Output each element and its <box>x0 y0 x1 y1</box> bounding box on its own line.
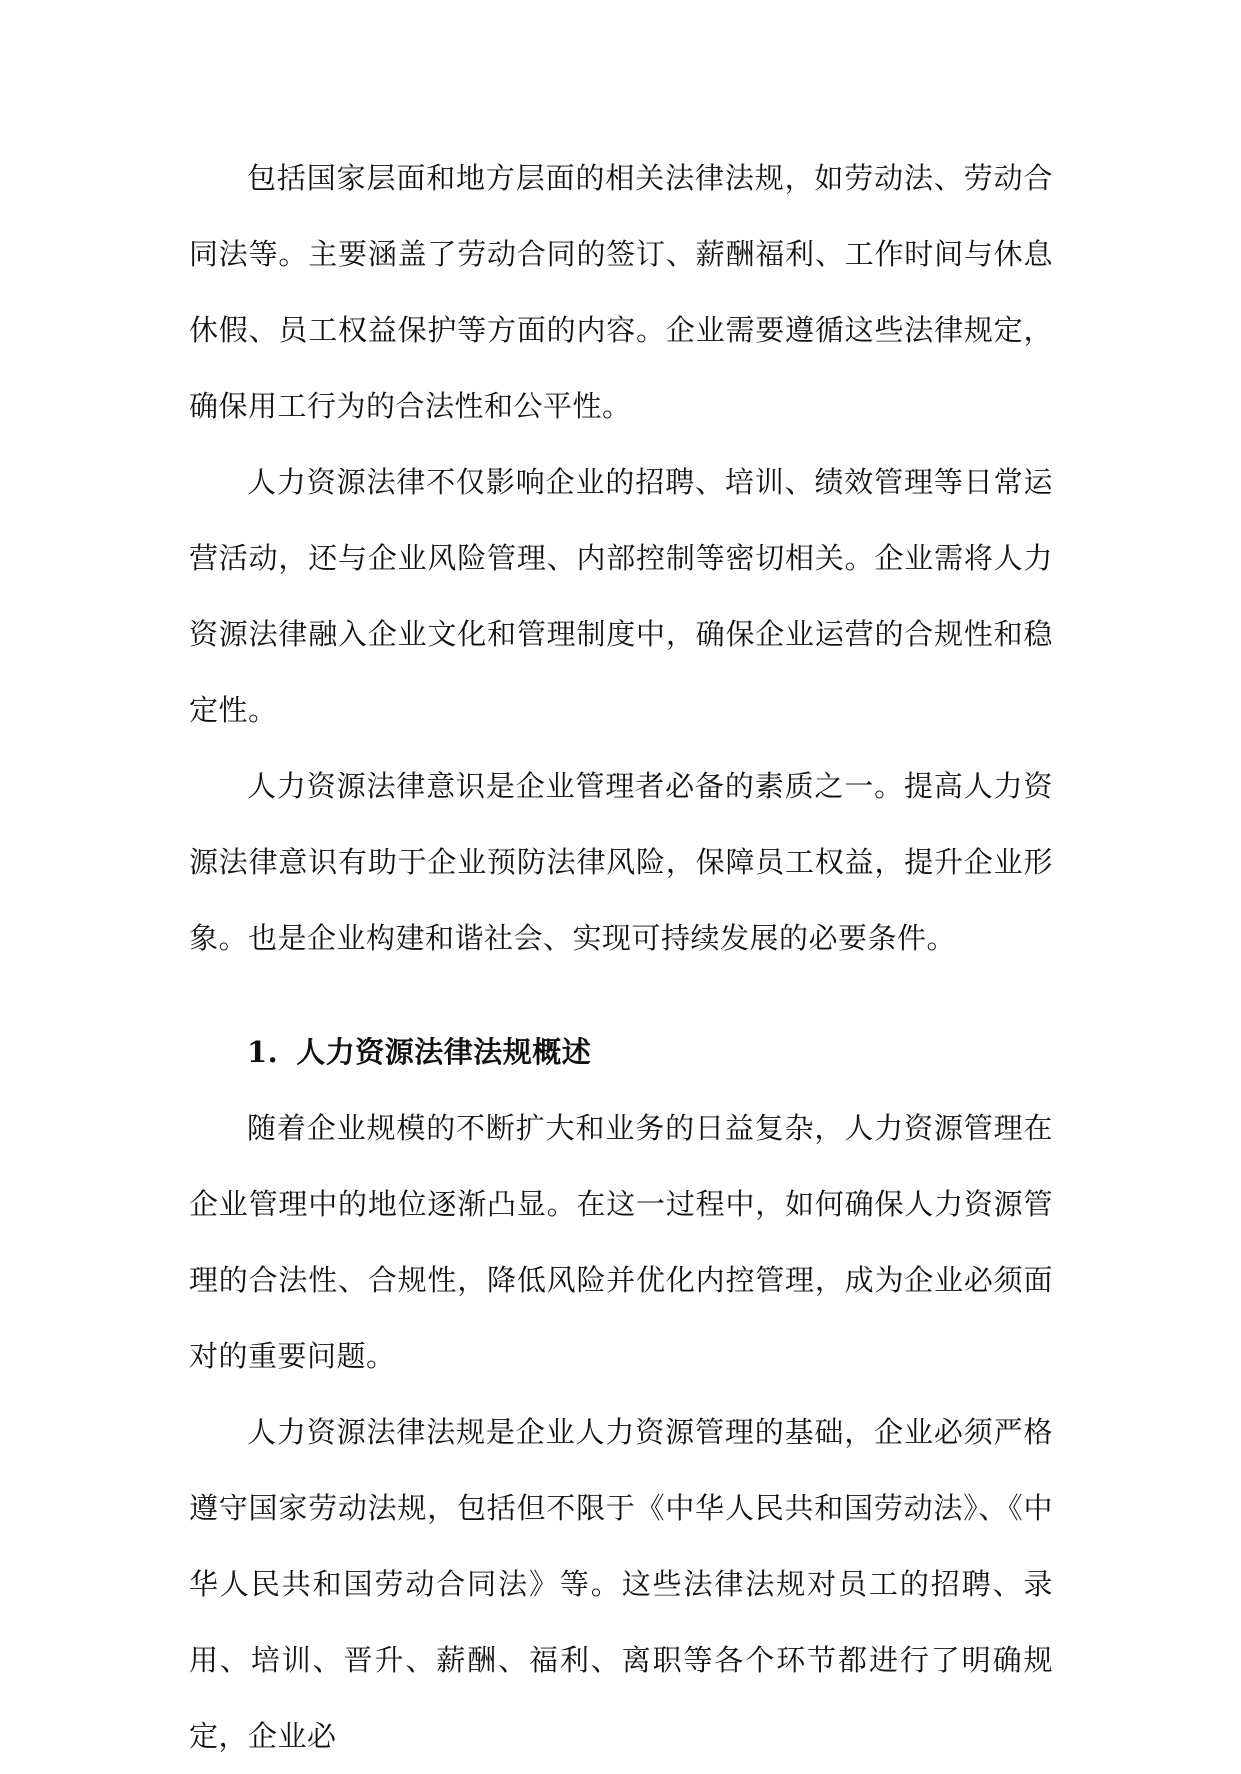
section-number: 1. <box>247 1035 279 1069</box>
paragraph-hr-management-role: 随着企业规模的不断扩大和业务的日益复杂，人力资源管理在企业管理中的地位逐渐凸显。在这一过程中，如何确保人力资源管理的合法性、合规性，降低风险并优化内控管理，成为企业必须面对的重要问题。 <box>189 1111 1053 1373</box>
section-title: 人力资源法律法规概述 <box>296 1035 592 1069</box>
paragraph-labor-law-scope: 包括国家层面和地方层面的相关法律法规，如劳动法、劳动合同法等。主要涵盖了劳动合同的签订、薪酬福利、工作时间与休息休假、员工权益保护等方面的内容。企业需要遵循这些法律规定，确保用工行为的合法性和公平性。 <box>189 161 1053 423</box>
document-body <box>189 140 1053 1774</box>
paragraph-hr-law-awareness: 人力资源法律意识是企业管理者必备的素质之一。提高人力资源法律意识有助于企业预防法律风险，保障员工权益，提升企业形象。也是企业构建和谐社会、实现可持续发展的必要条件。 <box>189 769 1053 955</box>
paragraph-hr-law-impact: 人力资源法律不仅影响企业的招聘、培训、绩效管理等日常运营活动，还与企业风险管理、内部控制等密切相关。企业需将人力资源法律融入企业文化和管理制度中，确保企业运营的合规性和稳定性。 <box>189 465 1053 727</box>
paragraph-hr-regulations-basis: 人力资源法律法规是企业人力资源管理的基础，企业必须严格遵守国家劳动法规，包括但不限于《中华人民共和国劳动法》、《中华人民共和国劳动合同法》等。这些法律法规对员工的招聘、录用、培训、晋升、薪酬、福利、离职等各个环节都进行了明确规定，企业必 <box>189 1415 1053 1753</box>
section-heading <box>189 1014 1053 1090</box>
